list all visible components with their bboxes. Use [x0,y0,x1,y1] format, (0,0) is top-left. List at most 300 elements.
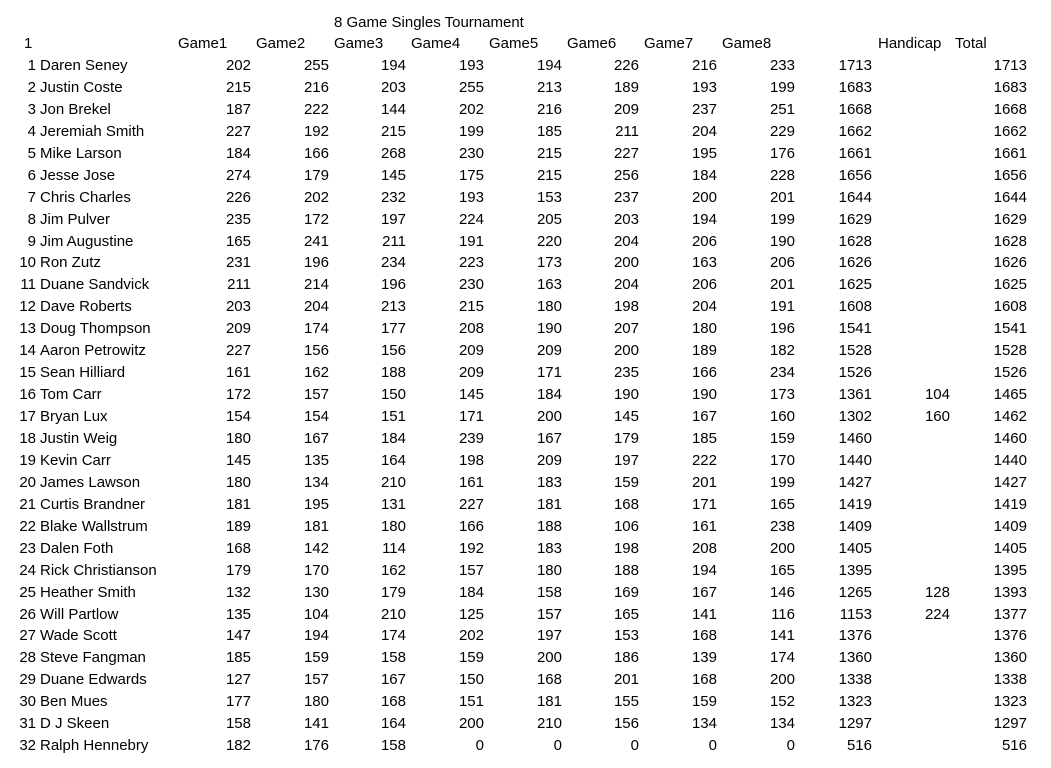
game3-score: 144 [380,100,406,118]
table-row [0,318,1051,340]
game7-score: 193 [691,78,717,96]
game1-score: 189 [225,517,251,535]
game1-score: 147 [225,627,251,645]
game6-score: 155 [613,693,639,711]
game5-score: 210 [536,715,562,733]
bowler-name: Jim Augustine [40,232,134,250]
table-row [0,494,1051,516]
game1-score: 185 [225,649,251,667]
game7-score: 204 [691,298,717,316]
header-game1: Game1 [178,35,228,52]
game2-score: 104 [303,605,329,623]
header-game2: Game2 [256,35,306,52]
game8-score: 116 [771,605,795,623]
sheet-title: 8 Game Singles Tournament [334,14,524,31]
game4-score: 223 [458,254,484,272]
game5-score: 194 [536,57,562,74]
bowler-name: Daren Seney [40,57,128,74]
bowler-name: Kevin Carr [40,451,111,469]
game6-score: 211 [615,122,639,140]
bowler-name: Chris Charles [40,188,131,206]
game3-score: 203 [380,78,406,96]
game4-score: 191 [458,232,484,250]
game4-score: 192 [458,539,484,557]
game1-score: 154 [225,408,251,426]
table-row [0,165,1051,187]
game7-score: 166 [691,364,717,382]
game5-score: 209 [536,451,562,469]
game2-score: 134 [303,473,329,491]
game7-score: 206 [691,276,717,294]
game8-score: 170 [769,451,795,469]
bowler-name: Heather Smith [40,583,136,601]
game6-score: 209 [613,100,639,118]
game4-score: 125 [458,605,484,623]
scratch-total: 1528 [838,342,872,360]
total-score: 1541 [993,320,1027,338]
header-rank: 1 [24,35,33,52]
table-row [0,428,1051,450]
game7-score: 168 [691,671,717,689]
game3-score: 184 [380,429,406,447]
scratch-total: 1460 [838,429,872,447]
header-game3: Game3 [334,35,384,52]
game5-score: 183 [536,539,562,557]
game6-score: 145 [613,408,639,426]
rank-cell: 6 [27,166,36,184]
game6-score: 169 [613,583,639,601]
game5-score: 181 [536,693,562,711]
game4-score: 150 [458,671,484,689]
scratch-total: 1626 [838,254,872,272]
scratch-total: 1361 [838,386,872,404]
game5-score: 180 [536,561,562,579]
game4-score: 202 [458,100,484,118]
table-row [0,231,1051,253]
game5-score: 200 [536,649,562,667]
rank-cell: 26 [19,605,36,623]
game5-score: 171 [536,364,562,382]
game6-score: 200 [613,254,639,272]
game6-score: 203 [613,210,639,228]
handicap-value: 104 [924,386,950,404]
scratch-total: 1419 [838,495,872,513]
rank-cell: 9 [27,232,36,250]
bowler-name: Duane Edwards [40,671,147,689]
rank-cell: 23 [19,539,36,557]
total-score: 1393 [993,583,1027,601]
game8-score: 199 [769,473,795,491]
bowler-name: Ron Zutz [40,254,101,272]
total-score: 1528 [993,342,1027,360]
game4-score: 255 [458,78,484,96]
game5-score: 157 [536,605,562,623]
game3-score: 162 [380,561,406,579]
game7-score: 206 [691,232,717,250]
game7-score: 195 [691,144,717,162]
game6-score: 188 [613,561,639,579]
game8-score: 174 [769,649,795,667]
table-row [0,625,1051,647]
total-score: 1608 [993,298,1027,316]
game8-score: 233 [769,57,795,74]
scratch-total: 1427 [838,473,872,491]
scratch-total: 1526 [838,364,872,382]
game2-score: 170 [303,561,329,579]
rank-cell: 32 [19,737,36,755]
game8-score: 238 [769,517,795,535]
scratch-total: 1628 [838,232,872,250]
rank-cell: 2 [27,78,36,96]
scratch-total: 1440 [838,451,872,469]
scratch-total: 1713 [838,57,872,74]
game3-score: 164 [380,715,406,733]
game4-score: 230 [458,144,484,162]
table-row [0,340,1051,362]
game3-score: 210 [380,473,406,491]
game3-score: 180 [380,517,406,535]
scratch-total: 1360 [838,649,872,667]
game7-score: 222 [691,451,717,469]
game3-score: 268 [380,144,406,162]
game2-score: 222 [303,100,329,118]
rank-cell: 5 [27,144,36,162]
game1-score: 135 [225,605,251,623]
game6-score: 204 [613,276,639,294]
game1-score: 211 [227,276,251,294]
total-score: 1323 [993,693,1027,711]
rank-cell: 12 [19,298,36,316]
game4-score: 193 [458,188,484,206]
game6-score: 189 [613,78,639,96]
table-row [0,669,1051,691]
game4-score: 157 [458,561,484,579]
game6-score: 197 [613,451,639,469]
game6-score: 165 [613,605,639,623]
scratch-total: 1376 [838,627,872,645]
total-score: 1460 [993,429,1027,447]
game2-score: 195 [303,495,329,513]
game4-score: 151 [458,693,484,711]
scratch-total: 1683 [838,78,872,96]
game8-score: 182 [769,342,795,360]
header-game8: Game8 [722,35,772,52]
game1-score: 274 [225,166,251,184]
game5-score: 163 [536,276,562,294]
game7-score: 168 [691,627,717,645]
rank-cell: 20 [19,473,36,491]
game5-score: 173 [536,254,562,272]
scratch-total: 1662 [838,122,872,140]
game7-score: 163 [691,254,717,272]
bowler-name: Jim Pulver [40,210,111,228]
game2-score: 181 [303,517,329,535]
game6-score: 0 [630,737,639,755]
game7-score: 159 [691,693,717,711]
game7-score: 204 [691,122,717,140]
game5-score: 183 [536,473,562,491]
bowler-name: Justin Weig [40,429,118,447]
handicap-value: 128 [924,583,950,601]
game1-score: 227 [225,122,251,140]
game2-score: 202 [303,188,329,206]
game7-score: 134 [691,715,717,733]
game6-score: 198 [613,298,639,316]
game7-score: 185 [691,429,717,447]
game1-score: 226 [225,188,251,206]
total-score: 1661 [993,144,1027,162]
game4-score: 175 [458,166,484,184]
bowler-name: Jeremiah Smith [40,122,145,140]
game3-score: 145 [380,166,406,184]
game5-score: 216 [536,100,562,118]
scratch-total: 1405 [838,539,872,557]
total-score: 1297 [993,715,1027,733]
rank-cell: 11 [20,276,36,294]
game8-score: 173 [769,386,795,404]
game8-score: 0 [786,737,795,755]
game6-score: 207 [613,320,639,338]
total-score: 1644 [993,188,1027,206]
game7-score: 180 [691,320,717,338]
bowler-name: Ralph Hennebry [40,737,149,755]
game8-score: 234 [769,364,795,382]
game4-score: 215 [458,298,484,316]
game6-score: 153 [613,627,639,645]
table-row [0,450,1051,472]
table-row [0,560,1051,582]
bowler-name: Tom Carr [40,386,102,404]
rank-cell: 29 [19,671,36,689]
bowler-name: Ben Mues [40,693,108,711]
game1-score: 161 [225,364,251,382]
game3-score: 131 [380,495,406,513]
game3-score: 151 [380,408,406,426]
total-score: 1440 [993,451,1027,469]
total-score: 1626 [993,254,1027,272]
rank-cell: 4 [27,122,36,140]
game5-score: 215 [536,144,562,162]
game3-score: 197 [380,210,406,228]
table-row [0,582,1051,604]
game2-score: 166 [303,144,329,162]
game1-score: 127 [225,671,251,689]
scratch-total: 1409 [838,517,872,535]
game7-score: 216 [691,57,717,74]
table-row [0,735,1051,757]
header-game5: Game5 [489,35,539,52]
game8-score: 141 [769,627,795,645]
game8-score: 201 [769,188,795,206]
game1-score: 231 [225,254,251,272]
scratch-total: 1644 [838,188,872,206]
header-game4: Game4 [411,35,461,52]
game5-score: 168 [536,671,562,689]
game8-score: 152 [769,693,795,711]
scratch-total: 1297 [838,715,872,733]
game7-score: 237 [691,100,717,118]
header-handicap: Handicap [878,35,942,52]
total-score: 1405 [993,539,1027,557]
total-score: 1360 [993,649,1027,667]
game1-score: 184 [225,144,251,162]
total-score: 1419 [993,495,1027,513]
bowler-name: James Lawson [40,473,141,491]
game3-score: 232 [380,188,406,206]
total-score: 1713 [993,57,1027,74]
game8-score: 228 [769,166,795,184]
game2-score: 159 [303,649,329,667]
game3-score: 114 [382,539,406,557]
game5-score: 153 [536,188,562,206]
game7-score: 139 [691,649,717,667]
game3-score: 213 [380,298,406,316]
game8-score: 165 [769,561,795,579]
game2-score: 142 [303,539,329,557]
game6-score: 227 [613,144,639,162]
game8-score: 206 [769,254,795,272]
game3-score: 168 [380,693,406,711]
scratch-total: 1656 [838,166,872,184]
game2-score: 162 [303,364,329,382]
game4-score: 161 [458,473,484,491]
game1-score: 132 [225,583,251,601]
game5-score: 181 [536,495,562,513]
scratch-total: 1625 [838,276,872,294]
game6-score: 237 [613,188,639,206]
game1-score: 180 [225,429,251,447]
bowler-name: Steve Fangman [40,649,146,667]
game4-score: 200 [458,715,484,733]
header-game6: Game6 [567,35,617,52]
rank-cell: 13 [19,320,36,338]
table-row [0,647,1051,669]
game3-score: 234 [380,254,406,272]
game8-score: 146 [769,583,795,601]
table-row [0,252,1051,274]
game3-score: 164 [380,451,406,469]
game7-score: 208 [691,539,717,557]
total-score: 1462 [993,408,1027,426]
bowler-name: Jesse Jose [40,166,116,184]
table-row [0,209,1051,231]
game2-score: 135 [303,451,329,469]
table-row [0,362,1051,384]
game4-score: 171 [458,408,484,426]
rank-cell: 17 [19,408,36,426]
bowler-name: Jon Brekel [40,100,111,118]
game2-score: 204 [303,298,329,316]
game6-score: 200 [613,342,639,360]
game4-score: 208 [458,320,484,338]
game5-score: 200 [536,408,562,426]
game3-score: 196 [380,276,406,294]
rank-cell: 15 [19,364,36,382]
game5-score: 167 [536,429,562,447]
game1-score: 235 [225,210,251,228]
game6-score: 159 [613,473,639,491]
game2-score: 176 [303,737,329,755]
game1-score: 202 [225,57,251,74]
rank-cell: 18 [19,429,36,447]
game2-score: 241 [303,232,329,250]
scratch-total: 1265 [838,583,872,601]
total-score: 1656 [993,166,1027,184]
table-row [0,713,1051,735]
game2-score: 255 [303,57,329,74]
game7-score: 200 [691,188,717,206]
total-score: 1625 [993,276,1027,294]
game5-score: 184 [536,386,562,404]
game2-score: 196 [303,254,329,272]
game4-score: 202 [458,627,484,645]
game8-score: 229 [769,122,795,140]
bowler-name: Bryan Lux [40,408,108,426]
total-score: 1628 [993,232,1027,250]
table-row [0,296,1051,318]
game6-score: 186 [613,649,639,667]
game2-score: 174 [303,320,329,338]
game1-score: 172 [225,386,251,404]
game1-score: 145 [225,451,251,469]
game8-score: 199 [769,210,795,228]
header-game7: Game7 [644,35,694,52]
game7-score: 194 [691,561,717,579]
game6-score: 204 [613,232,639,250]
game5-score: 220 [536,232,562,250]
game5-score: 215 [536,166,562,184]
game8-score: 201 [769,276,795,294]
game4-score: 209 [458,342,484,360]
bowler-name: Blake Wallstrum [40,517,148,535]
game8-score: 200 [769,671,795,689]
table-row [0,406,1051,428]
game2-score: 154 [303,408,329,426]
rank-cell: 28 [19,649,36,667]
table-row [0,516,1051,538]
game8-score: 251 [769,100,795,118]
game3-score: 167 [380,671,406,689]
bowler-name: Dave Roberts [40,298,132,316]
game4-score: 227 [458,495,484,513]
game3-score: 158 [380,649,406,667]
game4-score: 198 [458,451,484,469]
scratch-total: 1668 [838,100,872,118]
game5-score: 213 [536,78,562,96]
game8-score: 165 [769,495,795,513]
table-row [0,384,1051,406]
game1-score: 187 [225,100,251,118]
table-row [0,604,1051,626]
rank-cell: 10 [19,254,36,272]
rank-cell: 14 [19,342,36,360]
scratch-total: 1661 [838,144,872,162]
total-score: 516 [1001,737,1027,755]
total-score: 1629 [993,210,1027,228]
scratch-total: 1338 [838,671,872,689]
game4-score: 145 [458,386,484,404]
rank-cell: 24 [19,561,36,579]
game2-score: 130 [303,583,329,601]
game1-score: 168 [225,539,251,557]
rank-cell: 27 [19,627,36,645]
bowler-name: Dalen Foth [40,539,114,557]
game8-score: 200 [769,539,795,557]
game6-score: 156 [613,715,639,733]
bowler-name: Aaron Petrowitz [40,342,146,360]
game3-score: 177 [380,320,406,338]
bowler-name: Justin Coste [40,78,123,96]
